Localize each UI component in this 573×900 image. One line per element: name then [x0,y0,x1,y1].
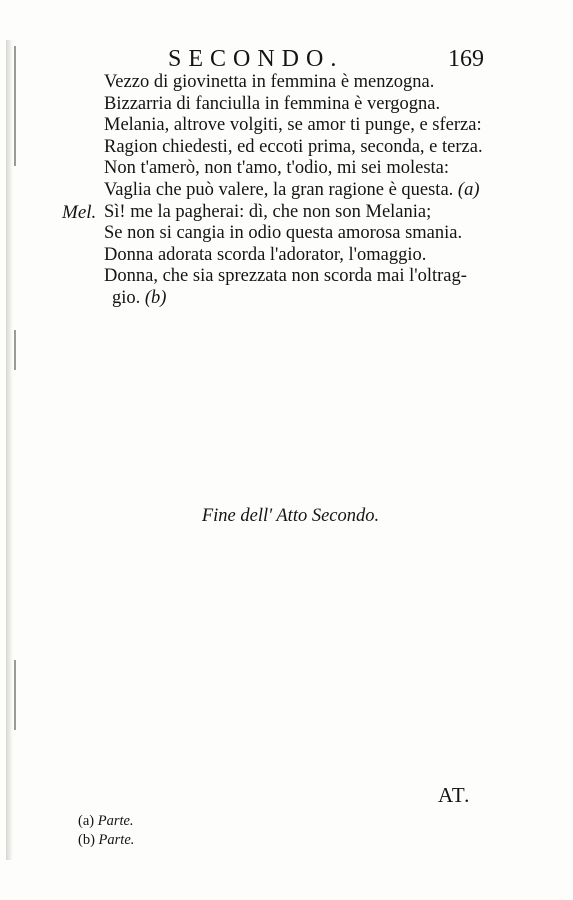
footnote [78,831,134,850]
verse-text: Vaglia che può valere, la gran ragione è questa. (a) [104,180,480,200]
verse-line [0,202,573,226]
act-end-heading: Fine dell' Atto Secondo. [201,506,380,526]
footnotes [78,812,134,850]
footnote-reference: (a) [457,180,480,200]
verse-text: Melania, altrove volgiti, se amor ti punge, e sferza: [104,115,482,136]
verse-text: Non t'amerò, non t'amo, t'odio, mi sei molesta: [104,158,450,179]
catchword: AT. [438,783,471,807]
verse-text: Sì! me la pagherai: dì, che non son Melania; [104,201,432,222]
verse-text: Donna adorata scorda l'adorator, l'omaggio. [104,244,427,265]
gutter-mark [14,330,16,370]
footnote-text: Parte. [97,813,134,829]
verse-text: Vezzo di giovinetta in femmina è menzogna. [104,72,435,92]
verse-text: Ragion chiedesti, ed eccoti prima, seconda, e terza. [104,136,483,157]
verse-line [0,180,573,204]
verse-line [0,245,573,269]
verse-text: Donna, che sia sprezzata non scorda mai l'oltrag- [104,266,467,287]
verse-line [0,115,573,139]
gutter-mark [14,660,16,730]
footnote [78,812,134,831]
verse-line [0,158,573,182]
verse-line [0,137,573,161]
footnote-text: Parte. [98,832,135,848]
verse-line [0,288,573,312]
verse-text: gio. (b) [112,288,167,308]
verse-line [0,223,573,247]
footnote-reference: (b) [144,288,167,308]
verse-line [0,94,573,118]
page-number: 169 [448,46,484,72]
verse-text: Bizzarria di fanciulla in femmina è vergogna. [104,93,441,114]
footnote-label: (a) [78,813,98,829]
footnote-label: (b) [78,832,99,848]
speaker-label: Mel. [62,201,97,223]
verse-text: Se non si cangia in odio questa amorosa smania. [104,223,463,244]
verse-line [0,266,573,290]
verse-line [0,72,573,96]
running-head-title: SECONDO. [168,46,344,72]
